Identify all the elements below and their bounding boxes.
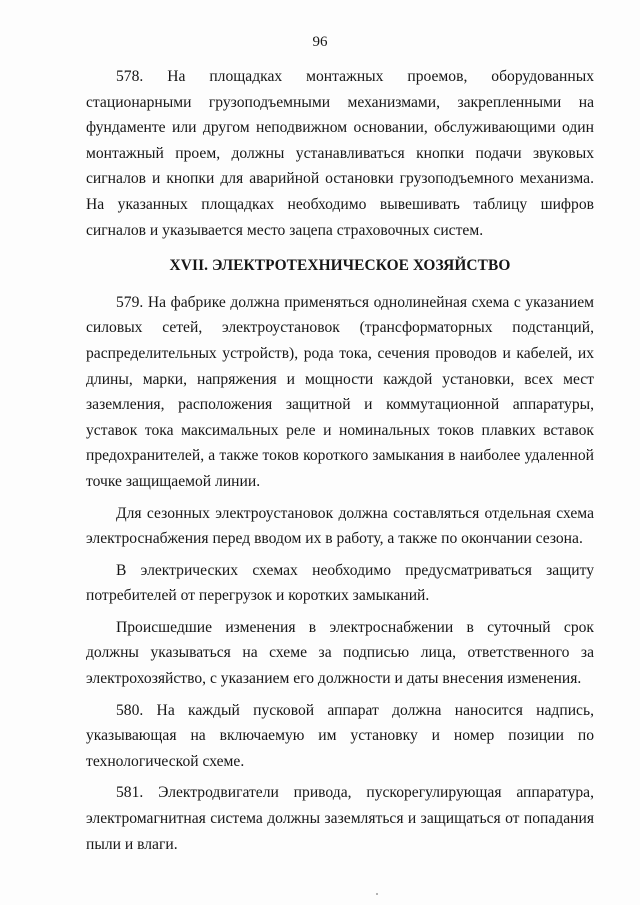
paragraph-580: 580. На каждый пусковой аппарат должна наносится надпись, указывающая на включаемую им установку и номер позиции по технологической схеме. bbox=[86, 701, 594, 770]
page-number: 96 bbox=[312, 34, 328, 50]
paragraph-579-protection: В электрических схемах необходимо предусматриваться защиту потребителей от перегрузок и коротких замыканий. bbox=[86, 561, 594, 605]
paragraph-581: 581. Электродвигатели привода, пускорегулирующая аппаратура, электромагнитная система должны заземляться и защищаться от попадания пыли и влаги. bbox=[86, 784, 594, 853]
paragraph-578: 578. На площадках монтажных проемов, оборудованных стационарными грузоподъемными механизмами, закрепленными на фундаменте или другом неподвижном основании, обслуживающими один монтажный проем, должны устанавливаться кнопки подачи звуковых сигналов и кнопки для аварийной остановки грузоподъемного механизма. На указанных площадках необходимо вывешивать таблицу шифров сигналов и указывается место зацепа страховочных систем. bbox=[86, 68, 594, 239]
paragraph-579-changes: Происшедшие изменения в электроснабжении в суточный срок должны указываться на схеме за подписью лица, ответственного за электрохозяйство, с указанием его должности и даты внесения изменения. bbox=[86, 618, 594, 688]
scan-speck bbox=[376, 893, 378, 895]
paragraph-579-seasonal: Для сезонных электроустановок должна составляться отдельная схема электроснабжения перед вводом их в работу, а также по окончании сезона. bbox=[86, 504, 594, 548]
section-heading: XVII. ЭЛЕКТРОТЕХНИЧЕСКОЕ ХОЗЯЙСТВО bbox=[169, 257, 511, 275]
paragraph-579: 579. На фабрике должна применяться однолинейная схема с указанием силовых сетей, электроустановок (трансформаторных подстанций, распределительных устройств), рода тока, сечения проводов и кабелей, их длины, марки, напряжения и мощности каждой установки, всех мест заземления, расположения защитной и коммутационной аппаратуры, уставок тока максимальных реле и номинальных токов плавких вставок предохранителей, а также токов короткого замыкания в наиболее удаленной точке защищаемой линии. bbox=[86, 293, 594, 490]
document-body bbox=[86, 64, 594, 857]
